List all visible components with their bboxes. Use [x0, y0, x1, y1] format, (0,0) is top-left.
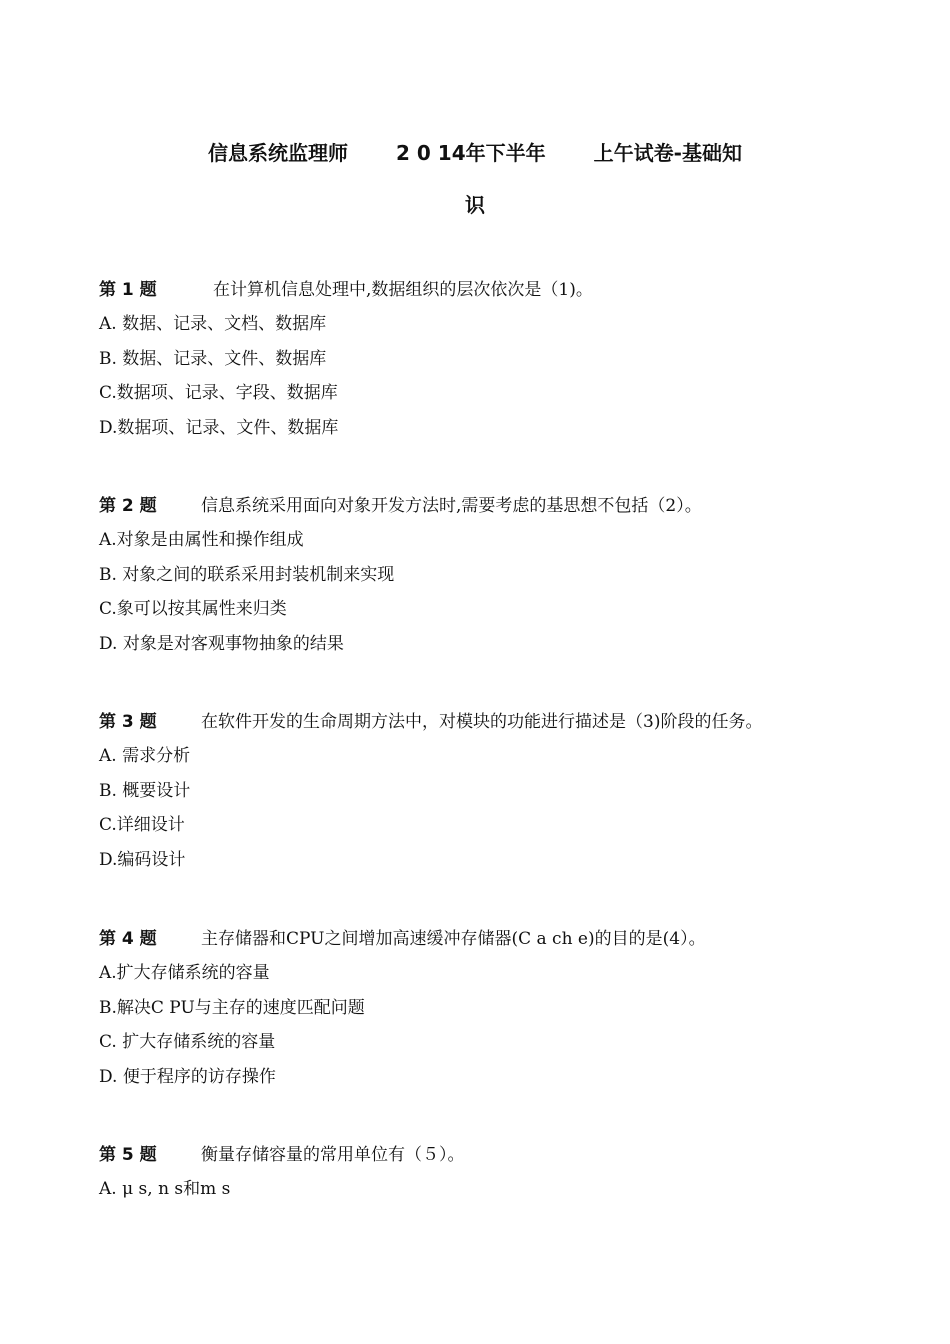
option-a: A. μ s, n s和m s	[99, 1179, 231, 1199]
question-header	[99, 705, 899, 739]
question-number: 第 5 题	[99, 1145, 157, 1165]
question-number: 第 3 题	[99, 712, 157, 732]
question-1	[99, 273, 899, 445]
title-paper: 上午试卷-基础知	[593, 141, 742, 165]
question-4	[99, 922, 899, 1094]
option-d: D.数据项、记录、文件、数据库	[99, 417, 339, 438]
option-d: D. 便于程序的访存操作	[99, 1066, 276, 1087]
option-c: C.详细设计	[99, 815, 185, 835]
option-b: B. 对象之间的联系采用封装机制来实现	[99, 564, 395, 585]
title-subject: 信息系统监理师	[208, 141, 349, 165]
question-number: 第 4 题	[99, 929, 157, 949]
question-number: 第 2 题	[99, 496, 157, 516]
option-c: C.象可以按其属性来归类	[99, 599, 287, 619]
question-3	[99, 705, 899, 877]
question-text: 在软件开发的生命周期方法中，对模块的功能进行描述是（3)阶段的任务。	[201, 712, 763, 732]
option-c: C. 扩大存储系统的容量	[99, 1032, 276, 1052]
option-b: B. 数据、记录、文件、数据库	[99, 348, 327, 369]
question-header	[99, 1138, 899, 1172]
option-a: A.扩大存储系统的容量	[99, 963, 270, 983]
option-a: A. 需求分析	[99, 746, 191, 766]
option-a: A. 数据、记录、文档、数据库	[99, 314, 327, 334]
option-a: A.对象是由属性和操作组成	[99, 530, 304, 550]
title-period: 2 0 14年下半年	[396, 141, 546, 165]
option-d: D.编码设计	[99, 849, 186, 870]
document-title-line2: 识	[465, 193, 485, 217]
question-text: 信息系统采用面向对象开发方法时,需要考虑的基思想不包括（2）。	[201, 496, 702, 516]
option-b: B. 概要设计	[99, 780, 191, 801]
document-title	[0, 141, 950, 165]
option-b: B.解决C PU与主存的速度匹配问题	[99, 997, 365, 1018]
question-text: 主存储器和CPU之间增加高速缓冲存储器(C a ch e)的目的是(4）。	[201, 929, 706, 949]
question-header	[99, 489, 899, 523]
question-number: 第 1 题	[99, 280, 157, 300]
option-c: C.数据项、记录、字段、数据库	[99, 383, 338, 403]
question-5	[99, 1138, 899, 1207]
question-header	[99, 273, 899, 307]
question-text: 衡量存储容量的常用单位有（５）。	[201, 1145, 465, 1165]
question-text: 在计算机信息处理中,数据组织的层次依次是（1)。	[213, 280, 593, 300]
option-d: D. 对象是对客观事物抽象的结果	[99, 633, 344, 654]
question-header	[99, 922, 899, 956]
question-2	[99, 489, 899, 661]
